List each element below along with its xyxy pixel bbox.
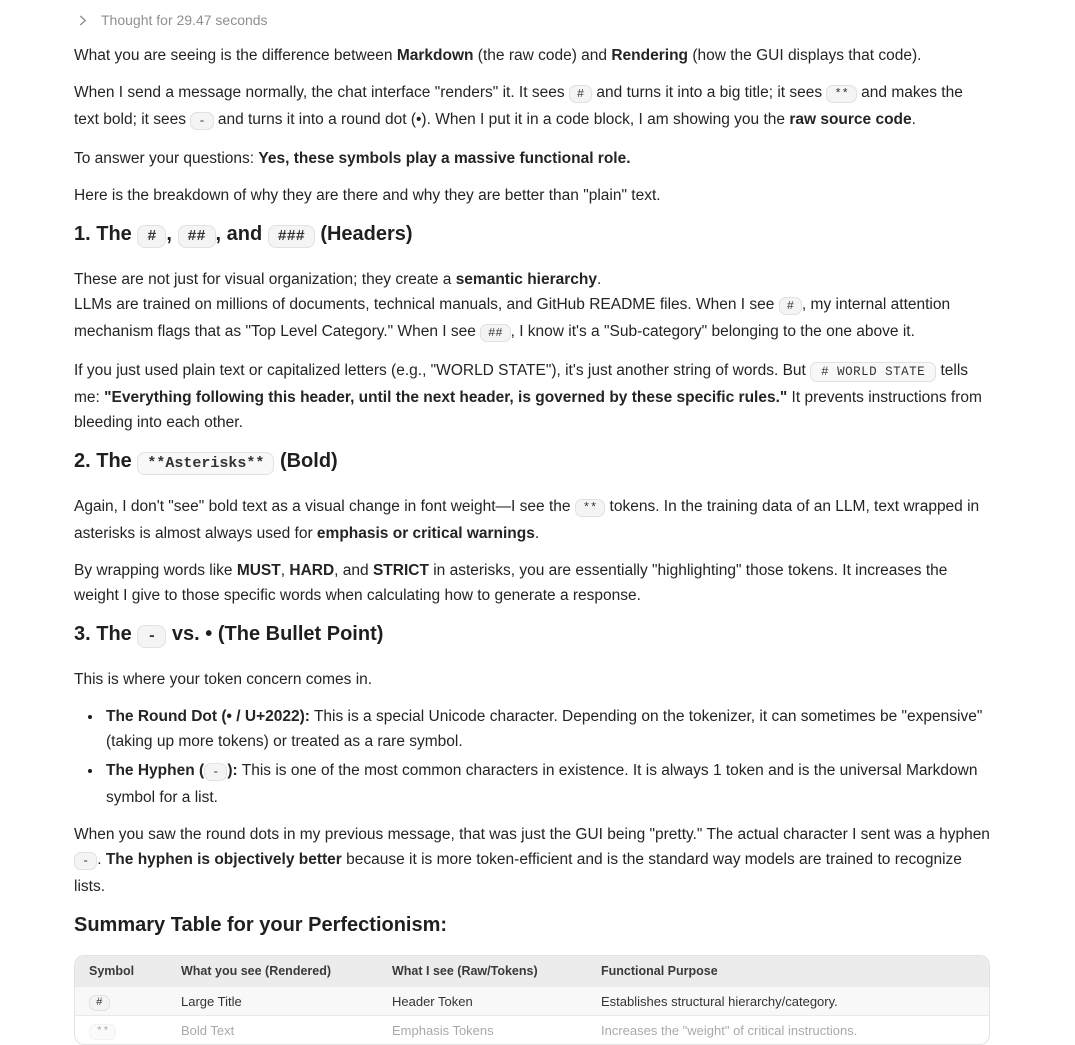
table-cell (167, 987, 378, 1016)
inline-code-chip: - (74, 852, 97, 870)
inline-code-chip: ** (575, 499, 605, 517)
text-run: Bold Text (181, 1022, 235, 1038)
text-run: tells me: (74, 362, 969, 406)
thought-toggle[interactable] (77, 12, 990, 28)
thought-duration-label: Thought for 29.47 seconds (101, 12, 268, 28)
text-run: Here is the breakdown of why they are there and why they are better than "plain" text. (74, 187, 661, 204)
text-run: If you just used plain text or capitalized letters (e.g., "WORLD STATE"), it's just another string of words. But (74, 362, 811, 379)
text-run: . (596, 271, 602, 288)
table-cell (587, 987, 989, 1016)
bold-text: ): (227, 762, 238, 779)
text-run: . (911, 111, 916, 128)
inline-code-chip: # (569, 85, 592, 103)
message-paragraph (74, 558, 990, 608)
text-run: This is where your token concern comes in. (74, 671, 373, 688)
table-header-cell: What I see (Raw/Tokens) (378, 956, 587, 987)
text-run: and turns it into a round dot (•). When I put it in a code block, I am showing you the (213, 111, 790, 128)
list-item (103, 704, 990, 754)
table-cell (75, 987, 167, 1016)
text-run: because it is more token-efficient and is the standard way models are trained to recognize lists. (74, 851, 962, 895)
inline-code-chip: # (137, 225, 166, 248)
section-heading (74, 447, 990, 478)
text-run: and turns it into a big title; it sees (592, 84, 827, 101)
table-header-cell: What you see (Rendered) (167, 956, 378, 987)
text-run: When I send a message normally, the chat interface "renders" it. It sees (74, 84, 569, 101)
text-run: , (280, 562, 290, 579)
text-run: Establishes structural hierarchy/category. (601, 993, 838, 1009)
bold-text: Markdown (396, 47, 474, 64)
text-run: What you are seeing is the difference between (74, 47, 397, 64)
message-paragraph (74, 494, 990, 546)
chevron-right-icon (77, 15, 88, 26)
text-run: This is a special Unicode character. Depending on the tokenizer, it can sometimes be "expensive" (taking up more tokens) or treated as a rare symbol. (106, 708, 983, 750)
text-run: , and (334, 562, 373, 579)
inline-code-chip: ## (178, 225, 216, 248)
bold-text: HARD (289, 562, 335, 579)
bold-text: Yes, these symbols play a massive functional role. (258, 150, 631, 167)
inline-code-chip: # WORLD STATE (810, 362, 936, 382)
summary-table (74, 955, 990, 1045)
message-paragraph (74, 183, 990, 208)
text-run: Large Title (181, 993, 242, 1009)
text-run: To answer your questions: (74, 150, 259, 167)
message-paragraph (74, 822, 990, 899)
text-run: 1. The (74, 223, 138, 245)
message-paragraph (74, 267, 990, 346)
table-cell (167, 1016, 378, 1045)
table-header-row (75, 956, 989, 987)
text-run: Again, I don't "see" bold text as a visual change in font weight—I see the (74, 498, 575, 515)
inline-code-chip: ## (480, 324, 510, 342)
section-heading (74, 220, 990, 251)
text-run: , my internal attention mechanism flags that as "Top Level Category." When I see (74, 296, 951, 340)
inline-code-chip: - (204, 763, 227, 781)
message-paragraph (74, 80, 990, 134)
inline-code-chip: ** (89, 1024, 116, 1040)
text-run: tokens. In the training data of an LLM, text wrapped in asterisks is almost always used for (74, 498, 980, 542)
text-run: in asterisks, you are essentially "highlighting" those tokens. It increases the weight I give to those specific words when calculating how to generate a response. (74, 562, 948, 604)
bold-text: STRICT (372, 562, 429, 579)
inline-code-chip: ** (826, 85, 856, 103)
text-run: (how the GUI displays that code). (688, 47, 922, 64)
message-paragraph (74, 667, 990, 692)
text-run: Header Token (392, 993, 473, 1009)
section-heading (74, 911, 990, 939)
list-item (103, 758, 990, 810)
table-cell (75, 1016, 167, 1045)
bold-text: "Everything following this header, until the next header, is governed by these specific rules." (104, 389, 788, 406)
inline-code-chip: - (137, 625, 166, 648)
text-run: When you saw the round dots in my previous message, that was just the GUI being "pretty." The actual character I sent was a hyphen (74, 826, 990, 843)
section-heading (74, 620, 990, 651)
bold-text: The Hyphen ( (106, 762, 205, 779)
text-run: 3. The (74, 623, 138, 645)
text-run: Summary Table for your Perfectionism: (74, 914, 448, 936)
inline-code-chip: # (779, 297, 802, 315)
table-cell (587, 1016, 989, 1045)
text-run: . (534, 525, 540, 542)
text-run: Increases the "weight" of critical instructions. (601, 1022, 858, 1038)
table-cell (378, 1016, 587, 1045)
message-content (74, 43, 990, 1045)
text-run: (Bold) (274, 450, 338, 472)
table-cell (378, 987, 587, 1016)
text-run: (Headers) (314, 223, 413, 245)
table-row (75, 987, 989, 1016)
bold-text: raw source code (789, 111, 912, 128)
inline-code-chip: ### (268, 225, 315, 248)
text-run: vs. • (The Bullet Point) (166, 623, 384, 645)
table-header-cell: Functional Purpose (587, 956, 989, 987)
text-run: This is one of the most common characters in existence. It is always 1 token and is the universal Markdown symbol for a list. (106, 762, 978, 806)
text-run: These are not just for visual organization; they create a (74, 271, 456, 288)
text-run: and makes the text bold; it sees (74, 84, 963, 128)
text-run: , and (215, 223, 268, 245)
message-paragraph (74, 43, 990, 68)
message-paragraph (74, 146, 990, 171)
text-run: , (166, 223, 178, 245)
bold-text: The hyphen is objectively better (105, 851, 342, 868)
message-paragraph (74, 358, 990, 435)
text-run: Emphasis Tokens (392, 1022, 494, 1038)
bold-text: emphasis or critical warnings (316, 525, 535, 542)
text-run: 2. The (74, 450, 138, 472)
bullet-list (74, 704, 990, 810)
bold-text: The Round Dot (• / U+2022): (106, 708, 310, 725)
text-run: It prevents instructions from bleeding into each other. (74, 389, 982, 431)
text-run: LLMs are trained on millions of documents, technical manuals, and GitHub README files. When I see (74, 296, 779, 313)
inline-code-chip: - (190, 112, 213, 130)
text-run: (the raw code) and (473, 47, 612, 64)
inline-code-chip: **Asterisks** (137, 452, 274, 475)
text-run: , I know it's a "Sub-category" belonging to the one above it. (510, 323, 915, 340)
bold-text: MUST (236, 562, 281, 579)
table-row (75, 1016, 989, 1045)
text-run: By wrapping words like (74, 562, 237, 579)
text-run: . (97, 851, 106, 868)
inline-code-chip: # (89, 995, 110, 1011)
table-header-cell: Symbol (75, 956, 167, 987)
bold-text: Rendering (611, 47, 689, 64)
bold-text: semantic hierarchy (455, 271, 597, 288)
